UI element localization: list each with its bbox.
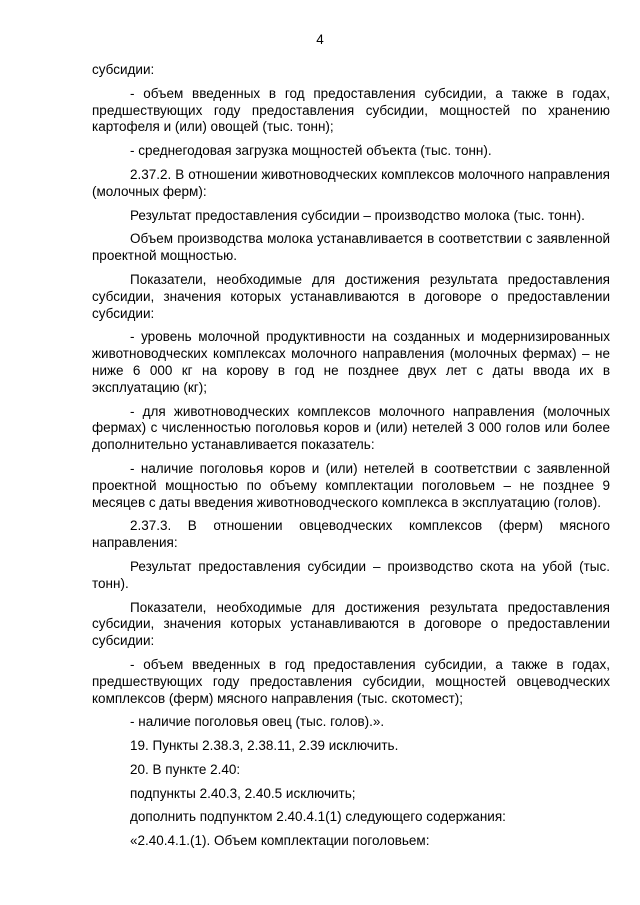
paragraph: 2.37.2. В отношении животноводческих комплексов молочного направления (молочных ферм): xyxy=(92,166,610,199)
document-body xyxy=(92,62,610,857)
paragraph: 20. В пункте 2.40: xyxy=(130,761,241,777)
page-number: 4 xyxy=(316,32,324,47)
paragraph: Результат предоставления субсидии – производство скота на убой (тыс. тонн). xyxy=(92,558,610,591)
paragraph: дополнить подпунктом 2.40.4.1(1) следующего содержания: xyxy=(130,809,506,825)
paragraph: - уровень молочной продуктивности на созданных и модернизированных животноводческих комплексах молочного направления (молочных фермах) – не ниже 6 000 кг на корову в год не позднее двух лет с даты ввода их в эксплуатацию (кг); xyxy=(92,329,610,395)
paragraph: Показатели, необходимые для достижения результата предоставления субсидии, значения которых устанавливаются в договоре о предоставлении субсидии: xyxy=(92,599,610,649)
paragraph: 2.37.3. В отношении овцеводческих комплексов (ферм) мясного направления: xyxy=(92,518,610,551)
paragraph: - объем введенных в год предоставления субсидии, а также в годах, предшествующих году предоставления субсидии, мощностей по хранению картофеля и (или) овощей (тыс. тонн); xyxy=(92,85,610,135)
paragraph: Результат предоставления субсидии – производство молока (тыс. тонн). xyxy=(130,207,585,223)
paragraph: Показатели, необходимые для достижения результата предоставления субсидии, значения которых устанавливаются в договоре о предоставлении субсидии: xyxy=(92,271,610,321)
paragraph: «2.40.4.1.(1). Объем комплектации поголовьем: xyxy=(130,833,430,849)
paragraph: 19. Пункты 2.38.3, 2.38.11, 2.39 исключить. xyxy=(130,738,399,754)
paragraph: Объем производства молока устанавливается в соответствии с заявленной проектной мощностью. xyxy=(92,231,610,264)
paragraph: - для животноводческих комплексов молочного направления (молочных фермах) с численностью поголовья коров и (или) нетелей 3 000 голов или более дополнительно устанавливается показатель: xyxy=(92,403,610,453)
paragraph: подпункты 2.40.3, 2.40.5 исключить; xyxy=(130,785,356,801)
paragraph: субсидии: xyxy=(92,62,155,77)
paragraph: - наличие поголовья овец (тыс. голов).». xyxy=(130,714,385,730)
paragraph: - объем введенных в год предоставления субсидии, а также в годах, предшествующих году предоставления субсидии, мощностей овцеводческих комплексов (ферм) мясного направления (тыс. скотомест); xyxy=(92,656,610,706)
paragraph: - наличие поголовья коров и (или) нетелей в соответствии с заявленной проектной мощностью по объему комплектации поголовьем – не позднее 9 месяцев с даты введения животноводческого комплекса в эксплуатацию (голов). xyxy=(92,460,610,510)
paragraph: - среднегодовая загрузка мощностей объекта (тыс. тонн). xyxy=(130,143,492,159)
